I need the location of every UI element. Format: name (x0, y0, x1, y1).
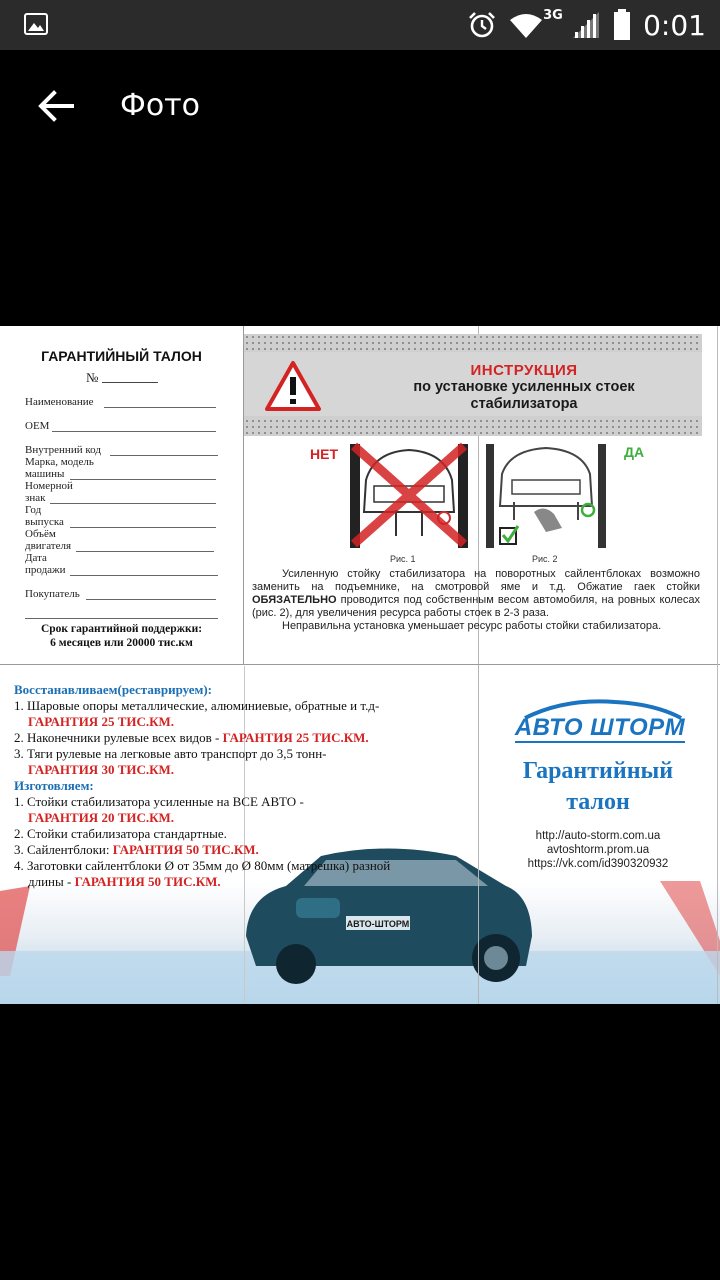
services-panel (0, 666, 478, 1004)
instruction-paragraph (252, 568, 700, 620)
field-label: Год (25, 504, 42, 516)
form-number-label: № (86, 370, 99, 385)
field-label: Номерной (25, 480, 73, 492)
services-heading: Изготовляем: (14, 778, 94, 793)
field-label: OEM (25, 420, 50, 432)
brand-title (479, 756, 717, 818)
subtitle-line: стабилизатора (470, 396, 578, 412)
network-type: 3G (543, 8, 563, 23)
field-label: продажи (25, 564, 66, 576)
service-text: длины - (28, 874, 75, 889)
warning-icon (264, 360, 322, 412)
brand-title-line: талон (566, 789, 630, 815)
field-line (50, 503, 216, 504)
brand-url: avtoshtorm.prom.ua (546, 844, 650, 856)
form-number-line (102, 382, 158, 383)
field-line (110, 455, 218, 456)
instruction-panel (244, 326, 718, 664)
field-label: Объём (25, 528, 56, 540)
field-line (86, 599, 216, 600)
service-item: 3. Тяги рулевые на легковые авто транспорт до 3,5 тонн- (14, 746, 327, 761)
service-item: 1. Шаровые опоры металлические, алюминиевые, обратные и т.д- (14, 698, 380, 713)
service-item: 4. Заготовки сайлентблоки Ø от 35мм до Ø 80мм (матрешка) разной (14, 858, 391, 873)
paragraph-text: Усиленную стойку стабилизатора на поворотных сайлентблоках возможно заменить на подъемнике, на смотровой яме и т.д. Обжатие гаек стойки (252, 568, 700, 593)
image-icon (24, 12, 48, 36)
label-yes: ДА (624, 444, 645, 460)
instruction-heading: ИНСТРУКЦИЯ (470, 362, 578, 379)
field-label: двигателя (25, 540, 72, 552)
signal-icon (571, 10, 601, 40)
figure-caption: Рис. 1 (390, 554, 416, 564)
field-line (76, 551, 214, 552)
status-bar (0, 0, 720, 50)
service-guarantee: ГАРАНТИЯ 25 ТИС.КМ. (28, 714, 175, 729)
fold-line (0, 664, 720, 665)
service-item: 1. Стойки стабилизатора усиленные на ВСЕ АВТО - (14, 794, 304, 809)
field-line (52, 431, 216, 432)
brand-url: https://vk.com/id390320932 (527, 858, 669, 870)
service-item: 2. Стойки стабилизатора стандартные. (14, 826, 227, 841)
service-guarantee: ГАРАНТИЯ 20 ТИС.КМ. (28, 810, 175, 825)
figure-caption: Рис. 2 (532, 554, 558, 564)
field-line (70, 527, 216, 528)
paragraph-bold-text: ОБЯЗАТЕЛЬНО (252, 594, 337, 606)
instruction-text (252, 568, 700, 633)
service-guarantee: ГАРАНТИЯ 50 ТИС.КМ. (112, 842, 259, 857)
footer-line: 6 месяцев или 20000 тис.км (50, 637, 193, 649)
paragraph-text: проводится под собственным весом автомобиля, на ровных колесах (рис. 2), для увеличения ресурса работы стоек в 2-3 раза. (252, 594, 700, 619)
figure-wrong-install (344, 440, 474, 552)
services-heading: Восстанавливаем(реставрируем): (14, 682, 213, 697)
service-item (14, 842, 259, 857)
wifi-icon (509, 12, 543, 40)
wifi-status (509, 8, 563, 40)
field-label: знак (25, 492, 46, 504)
brand-panel (479, 666, 717, 1004)
instruction-paragraph: Неправильна установка уменьшает ресурс работы стойки стабилизатора. (282, 620, 662, 632)
instruction-subtitle (374, 379, 674, 413)
battery-icon (613, 9, 631, 41)
field-line (25, 618, 218, 619)
alarm-icon (467, 10, 497, 40)
field-label: машины (25, 468, 65, 480)
field-label: Наименование (25, 396, 94, 408)
field-label: Покупатель (25, 588, 80, 600)
brand-title-line: Гарантийный (522, 758, 674, 784)
clock: 0:01 (643, 8, 706, 42)
warranty-form (0, 326, 243, 664)
brand-name: АВТО ШТОРМ (514, 714, 686, 741)
form-title: ГАРАНТИЙНЫЙ ТАЛОН (41, 348, 202, 364)
field-line (70, 575, 218, 576)
page-title: Фото (120, 88, 201, 123)
app-bar (0, 50, 720, 162)
arrow-back-icon (38, 90, 74, 122)
figure-correct-install (484, 440, 608, 552)
form-footer (0, 622, 243, 650)
service-item (14, 730, 369, 745)
service-text: 3. Сайлентблоки: (14, 842, 113, 857)
field-line (104, 407, 216, 408)
field-label: выпуска (25, 516, 64, 528)
field-label: Марка, модель (25, 456, 94, 468)
license-plate-text: АВТО-ШТОРМ (346, 919, 410, 929)
brand-url: http://auto-storm.com.ua (535, 830, 661, 842)
footer-line: Срок гарантийной поддержки: (40, 623, 203, 635)
photo-viewer-image[interactable] (0, 326, 720, 1004)
back-button[interactable] (26, 76, 86, 136)
service-guarantee: ГАРАНТИЯ 25 ТИС.КМ. (222, 730, 369, 745)
field-label: Дата (25, 552, 47, 564)
service-item (28, 874, 221, 889)
field-line (70, 479, 216, 480)
label-no: НЕТ (310, 446, 338, 462)
service-guarantee: ГАРАНТИЯ 30 ТИС.КМ. (28, 762, 175, 777)
subtitle-line: по установке усиленных стоек (413, 379, 635, 395)
service-guarantee: ГАРАНТИЯ 50 ТИС.КМ. (74, 874, 221, 889)
service-text: 2. Наконечники рулевые всех видов - (14, 730, 223, 745)
field-label: Внутренний код (25, 444, 101, 456)
